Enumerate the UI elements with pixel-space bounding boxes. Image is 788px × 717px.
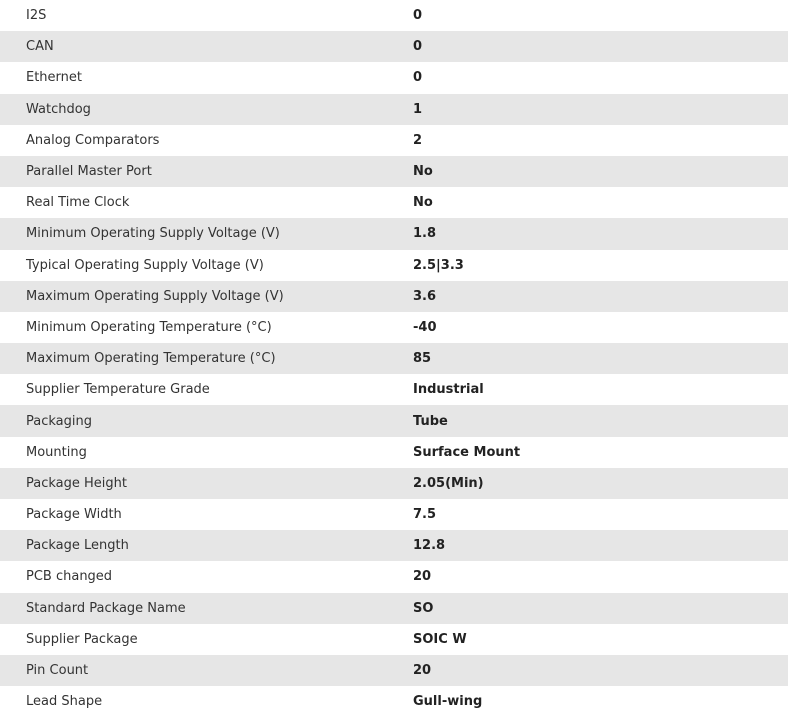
spec-label: Watchdog (0, 94, 388, 125)
spec-label: Package Height (0, 468, 388, 499)
spec-label: Minimum Operating Temperature (°C) (26, 319, 272, 335)
spec-value: No (413, 195, 433, 211)
spec-row (0, 374, 788, 405)
spec-label: I2S (26, 8, 47, 24)
spec-value: 1.8 (388, 218, 788, 249)
spec-value: No (388, 156, 788, 187)
spec-row (0, 156, 788, 187)
spec-row (0, 281, 788, 312)
spec-label: Supplier Temperature Grade (26, 382, 210, 398)
spec-value: -40 (413, 319, 437, 335)
spec-label: PCB changed (26, 569, 113, 585)
spec-label: Parallel Master Port (0, 156, 388, 187)
spec-label: Package Width (26, 507, 122, 523)
spec-row (0, 94, 788, 125)
spec-row (0, 468, 788, 499)
spec-label: Maximum Operating Temperature (°C) (0, 343, 388, 374)
spec-value: Gull-wing (413, 694, 483, 710)
spec-label: Analog Comparators (26, 132, 160, 148)
spec-row (0, 530, 788, 561)
spec-value: 3.6 (388, 281, 788, 312)
spec-value: SO (388, 593, 788, 624)
spec-row (0, 187, 788, 218)
spec-label: Packaging (0, 405, 388, 436)
spec-label: Standard Package Name (0, 593, 388, 624)
spec-label: CAN (0, 31, 388, 62)
spec-row (0, 0, 788, 31)
spec-label: Maximum Operating Supply Voltage (V) (0, 281, 388, 312)
spec-row (0, 437, 788, 468)
spec-value: SOIC W (413, 631, 467, 647)
spec-row (0, 62, 788, 93)
spec-value: Tube (388, 405, 788, 436)
spec-row (0, 624, 788, 655)
spec-row (0, 218, 788, 249)
spec-value: 12.8 (388, 530, 788, 561)
spec-value: 1 (388, 94, 788, 125)
spec-row (0, 686, 788, 717)
spec-label: Lead Shape (26, 694, 103, 710)
spec-row (0, 655, 788, 686)
spec-row (0, 499, 788, 530)
spec-value: 20 (388, 655, 788, 686)
spec-label: Minimum Operating Supply Voltage (V) (0, 218, 388, 249)
spec-value: 85 (388, 343, 788, 374)
spec-value: 0 (413, 8, 423, 24)
spec-row (0, 250, 788, 281)
spec-label: Ethernet (26, 70, 82, 86)
spec-row (0, 343, 788, 374)
spec-label: Real Time Clock (26, 195, 130, 211)
spec-value: Surface Mount (413, 444, 521, 460)
spec-value: 0 (413, 70, 423, 86)
spec-label: Typical Operating Supply Voltage (V) (26, 257, 264, 273)
spec-label: Mounting (26, 444, 87, 460)
spec-row (0, 561, 788, 592)
spec-value: 2.05(Min) (388, 468, 788, 499)
spec-row (0, 31, 788, 62)
spec-row (0, 593, 788, 624)
spec-value: 0 (388, 31, 788, 62)
spec-label: Pin Count (0, 655, 388, 686)
spec-value: Industrial (413, 382, 484, 398)
spec-label: Package Length (0, 530, 388, 561)
spec-row (0, 405, 788, 436)
spec-value: 2 (413, 132, 423, 148)
spec-row (0, 125, 788, 156)
spec-value: 2.5|3.3 (413, 257, 464, 273)
spec-value: 20 (413, 569, 432, 585)
spec-label: Supplier Package (26, 631, 138, 647)
spec-row (0, 312, 788, 343)
spec-value: 7.5 (413, 507, 437, 523)
